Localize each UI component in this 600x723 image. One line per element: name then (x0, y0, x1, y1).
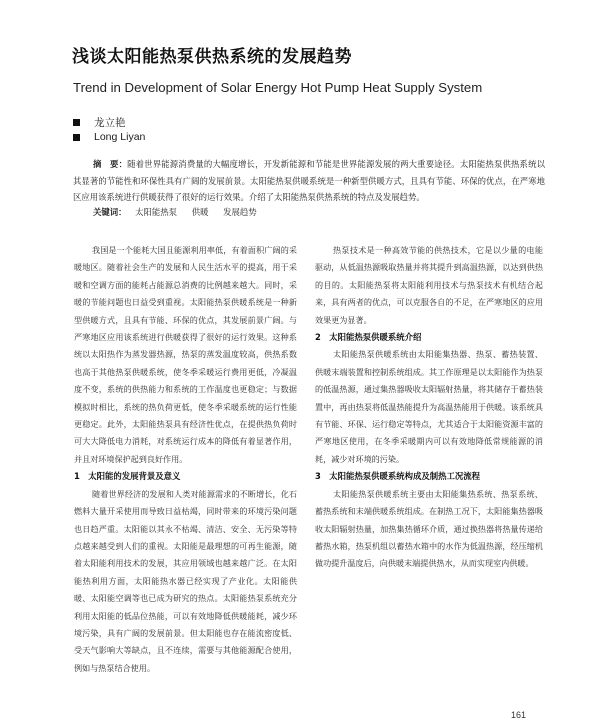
article-title-en: Trend in Development of Solar Energy Hot Pump Heat Supply System (73, 80, 483, 95)
section-2-paragraph: 太阳能热泵供暖系统由太阳能集热器、热泵、蓄热装置、供暖末端装置和控制系统组成。其工作原理是以太阳能作为热泵的低温热源，通过集热器吸收太阳辐射热量，将其储存于蓄热装置中，再由热泵将低温热能提升为高温热能用于供暖。该系统具有节能、环保、运行稳定等特点，尤其适合于太阳能资源丰富的严寒地区使用，在冬季采暖期内可以有效地降低常规能源的消耗，减少对环境的污染。 (315, 349, 543, 464)
section-1-paragraph: 随着世界经济的发展和人类对能源需求的不断增长，化石燃料大量开采使用而导致日益枯竭，同时带来的环境污染问题也日趋严重。太阳能以其永不枯竭、清洁、安全、无污染等特点越来越受到人们的重视。太阳能是最理想的可再生能源，随着太阳能利用技术的发展，其应用领域也越来越广泛。在太阳能热利用方面，太阳能热水器已经实现了产业化。太阳能供暖、太阳能空调等也已成为研究的热点。太阳能热泵系统充分利用太阳能的低品位热能，可以有效地降低供暖能耗，减少环境污染，具有广阔的发展前景。但太阳能也存在能流密度低、受天气影响大等缺点，且不连续，需要与其他能源配合使用，例如与热泵结合使用。 (74, 488, 297, 673)
author-en (73, 131, 145, 143)
page-number: 161 (511, 710, 527, 720)
keywords-label: 关键词： (93, 207, 127, 217)
left-column (74, 242, 297, 677)
keyword-item: 发展趋势 (223, 207, 257, 217)
section-3-paragraph: 太阳能热泵供暖系统主要由太阳能集热系统、热泵系统、蓄热系统和末端供暖系统组成。在制热工况下，太阳能集热器吸收太阳辐射热量，加热集热循环介质，通过换热器将热量传递给蓄热水箱，热泵机组以蓄热水箱中的水作为低温热源，经压缩机做功提升温度后，向供暖末端提供热水，从而实现室内供暖。 (315, 488, 543, 569)
intro-paragraph: 我国是一个能耗大国且能源利用率低，有着面积广阔的采暖地区。随着社会生产的发展和人民生活水平的提高，用于采暖和空调方面的能耗占能源总消费的比例越来越大。同时，采暖的节能问题也日益受到重视。太阳能热泵供暖系统是一种新型供暖方式，且具有节能、环保的优点，其发展前景广阔。与严寒地区应用该系统进行供暖获得了很好的运行效果。这种系统以太阳热作为蒸发器热源，热泵的蒸发温度较高，供热系数也高于其他热泵供暖系统，使冬季采暖运行费用更低，冷凝温度不变，系统的供热能力和系统的工作温度也更稳定；与数据模拟时相比，系统的热负荷更低，使冬季采暖系统的运行性能更稳定。此外，太阳能热泵具有经济性优点，在提供热负荷时可大大降低电力消耗，对系统运行成本的降低有着显著作用，并且对环境保护起到良好作用。 (74, 245, 297, 464)
author-cn (73, 115, 126, 130)
bullet-square-icon (73, 134, 80, 141)
right-column (315, 242, 543, 573)
abstract (73, 156, 545, 206)
section-2-heading: 2 太阳能热泵供暖系统介绍 (315, 332, 422, 343)
abstract-label: 摘 要： (93, 159, 128, 169)
article-title-cn: 浅谈太阳能热泵供热系统的发展趋势 (72, 47, 352, 67)
keywords (93, 206, 543, 218)
bullet-square-icon (73, 119, 80, 126)
heat-pump-paragraph: 热泵技术是一种高效节能的供热技术，它是以少量的电能驱动，从低温热源吸取热量并将其提升到高温热源，以达到供热的目的。太阳能热泵将太阳能利用技术与热泵技术有机结合起来，具有两者的优点，可以克服各自的不足，在严寒地区的应用效果更为显著。 (315, 245, 543, 325)
section-1-heading: 1 太阳能的发展背景及意义 (74, 471, 181, 482)
keyword-item: 太阳能热泵 (135, 207, 178, 217)
keyword-item: 供暖 (191, 207, 209, 217)
abstract-text: 随着世界能源消费量的大幅度增长，开发新能源和节能是世界能源发展的两大重要途径。太阳能热泵供热系统以其显著的节能性和环保性具有广阔的发展前景。太阳能热泵供暖系统是一种新型供暖方式，且具有节能、环保的优点，在严寒地区应用该系统进行供暖获得了很好的运行效果。介绍了太阳能热泵供热系统的特点及发展趋势。 (73, 159, 545, 202)
author-name-en: Long Liyan (94, 131, 146, 143)
author-name-cn: 龙立艳 (94, 117, 126, 129)
section-3-heading: 3 太阳能热泵供暖系统构成及制热工况流程 (315, 471, 480, 482)
